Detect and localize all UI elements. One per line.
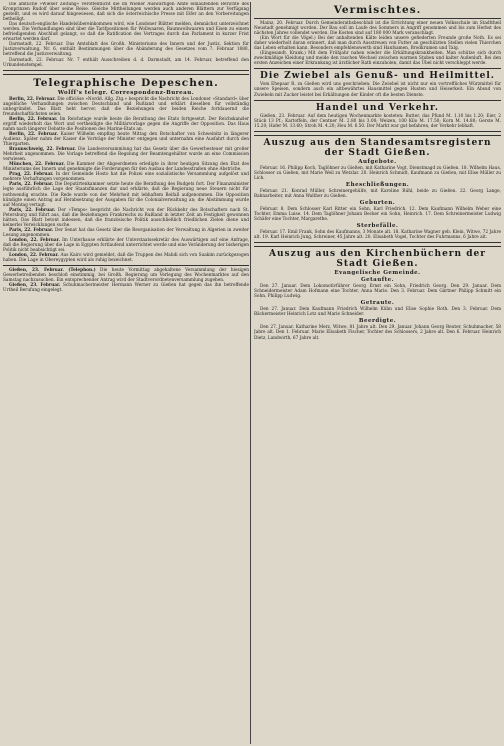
eheschliessungen-label: Eheschließungen. (345, 181, 410, 188)
section-rule (254, 131, 501, 136)
beerdigte-text: Den 27. Januar. Katharine Merz, Witwe, 81 Jahre alt. Den 29. Januar. Johann Georg Reuter, Schuhmacher, 58 Jahre alt. Den 1. Februar. Marie Elisabeth Fischer, Tochter des Schlossers, 2 Jahre alt. Den 6. Februar. Heinrich Dietz, Landwirth, 67 Jahre alt. (254, 325, 501, 341)
zwiebel-title: Die Zwiebel als Genuß- und Heilmittel. (260, 71, 495, 82)
intro-paragraph: Die amtliche »Wiener Zeitung« veröffentlicht die im Wiener Auswärtigen Amte einlaufenden Berichte des Kronprinzen Rudolf über seine Reise. Gleiche Mittheilungen werden auch anderen Blättern zur Verfügung gestellt, und es wird darauf hingewiesen, daß sich die österreichische Presse mit Eifer an den Vorbereitungen betheiligt. (3, 2, 249, 23)
column-divider (250, 2, 251, 744)
kirchen-subtitle: Evangelische Gemeinde. (334, 270, 421, 277)
aufgebote-text: Februar. 16. Philipp Koch, Taglöhner zu Gießen, mit Katharine Vogt, Dienstmagd zu Gießen. 18. Wilhelm Haus, Schlosser zu Gießen, mit Marie Weil zu Wetzlar. 20. Heinrich Schmidt, Kaufmann zu Gießen, mit Elise Müller zu Lich. (254, 165, 501, 181)
handel-paragraph: Gießen, 23. Februar. Auf dem heutigen Wochenmarkte kosteten: Butter, das Pfund M. 1.10 bis 1.20; Eier, 2 Stück 13 Pf.; Kartoffeln, der Centner M. 2.80 bis 3.00; Weizen, 100 Kilo M. 17.50; Korn M. 14.80; Gerste M. 15.20; Hafer M. 13.60; Stroh M. 4.20; Heu M. 6.50. Der Markt war gut befahren, der Verkehr lebhaft. (254, 113, 501, 129)
section-rule (254, 242, 501, 247)
eheschliessungen-text: Februar. 21. Konrad Müller, Schreinergehülfe, mit Karoline Rühl, beide zu Gießen. 22. Georg Lange, Bahnarbeiter, mit Anna Walther zu Gießen. (254, 188, 501, 199)
vermischtes-paragraph: (Eingesandt. Krank.) Mit dem Frühjahr nahen wieder die Erkältungskrankheiten. Man schütze sich durch zweckmäßige Kleidung und meide den raschen Wechsel zwischen warmen Stuben und kalter Außenluft. Bei den ersten Anzeichen einer Erkrankung ist ärztlicher Rath einzuholen, damit das Übel nicht verschleppt werde. (254, 51, 501, 67)
left-column (3, 2, 249, 744)
telegraph-section-subtitle: Wolff's telegr. Correspondenz-Bureau. (57, 89, 195, 96)
getraute-text: Den 27. Januar. Dem Kaufmann Friedrich Wilhelm Kühn und Elise Sophie Roth. Den 3. Februar. Dem Bäckermeister Heinrich Lotz und Marie Schneider. (254, 307, 501, 318)
geburten-label: Geburten. (359, 199, 396, 206)
vermischtes-paragraph: Mainz, 20. Februar. Durch Gemeinderathsbeschluß ist die Errichtung einer neuen Volksschule im Stadttheil Neustadt genehmigt worden. Der Bau soll im Laufe des Sommers in Angriff genommen und bis zum Herbst des nächsten Jahres vollendet werden. Die Kosten sind auf 180 000 Mark veranschlagt. (254, 21, 501, 37)
dispatch: Gießen, 23. Februar. (Telephon.) Die heute Vormittag abgehaltene Versammlung der hiesigen Gewerbetreibenden beschloß einstimmig, bei Großh. Regierung um Verlegung des Wochenmarktes auf den Samstag nachzusuchen. Ein entsprechender Antrag wird der Stadtverordnetenversammlung zugehen. (3, 268, 249, 284)
beerdigte-label: Beerdigte. (358, 318, 397, 325)
sterbefaelle-label: Sterbefälle. (356, 223, 399, 230)
separator-rule (254, 100, 501, 101)
separator-rule (254, 68, 501, 69)
getaufte-text: Den 27. Januar. Dem Lokomotivführer Georg Ernst ein Sohn, Friedrich Georg. Den 29. Januar. Dem Schneidermeister Adam Hofmann eine Tochter, Anna Marie. Den 3. Februar. Dem Gärtner Philipp Schmitt ein Sohn, Philipp Ludwig. (254, 284, 501, 300)
separator-rule (254, 18, 501, 19)
dispatch: Paris, 22. Februar. Der »Temps« bespricht die Nachricht von der Rückkehr des Botschafters nach St. Petersburg und führt aus, daß die Beziehungen Frankreichs zu Rußland in letzter Zeit an Festigkeit gewonnen hätten. Das Blatt betont indessen, daß die französische Politik ausschließlich friedlichen Zielen diene und keinerlei Verwicklungen suche. (3, 207, 249, 228)
standesamt-title: Auszug aus den Standesamtsregistern der Stadt Gießen. (263, 137, 492, 158)
geburten-text: Februar. 8. Dem Schlosser Karl Ritter ein Sohn, Karl Friedrich. 12. Dem Kaufmann Wilhelm Weber eine Tochter, Emma Luise. 14. Dem Taglöhner Johann Becker ein Sohn, Heinrich. 17. Dem Schreinermeister Ludwig Schäfer eine Tochter, Margarethe. (254, 206, 501, 223)
dispatch: London, 22. Februar. Aus Kairo wird gemeldet, daß die Truppen des Mahdi sich von Suakim zurückgezogen haben. Die Lage in Obereygypten wird als ruhig bezeichnet. (3, 253, 249, 264)
dispatch: Berlin, 22. Februar. Im Reichstage wurde heute die Berathung des Etats fortgesetzt. Der Reichskanzler ergriff wiederholt das Wort und vertheidigte die Militärvorlage gegen die Angriffe der Opposition. Das Haus nahm nach längerer Debatte die Positionen des Marine-Etats an. (3, 116, 249, 132)
intro-paragraph: Darmstadt, 22. Februar. Nr. 7 enthält Ausschreiben d. d. Darmstadt, am 14. Februar, betreffend den Urkundenstempel. (3, 57, 249, 68)
dispatch: Prag, 22. Februar. In der Gemeinde Hosto hat die Polizei eine sozialistische Versammlung aufgelöst und mehrere Verhaftungen vorgenommen. (3, 172, 249, 183)
getaufte-label: Getaufte. (360, 277, 395, 284)
vermischtes-paragraph: (Ein Wort für die Vögel.) Bei der anhaltenden Kälte leiden unsere gefiederten Freunde große Noth. Es sei daher wiederholt daran erinnert, daß man durch Ausstreuen von Futter an geschützten Stellen vielen Thierchen das Leben erhalten kann. Besonders empfehlenswerth sind Hanfsamen, Brodkrumen und Talg. (254, 36, 501, 52)
intro-paragraph: Darmstadt, 22. Februar. Das Amtsblatt des Großh. Ministeriums des Innern und der Justiz, Sektion für Justizverwaltung, Nr. 6, enthält Bestimmungen über die Abänderung des Gesetzes vom 7. Februar 1880, betreffend die Justizverwaltung. (3, 42, 249, 58)
sterbefaelle-text: Februar. 17. Emil Frank, Sohn des Kaufmanns, 3 Monate alt. 18. Katharine Wagner geb. Klein, Witwe, 72 Jahre alt. 19. Karl Heinrich Jung, Schreiner, 45 Jahre alt. 20. Elisabeth Vogel, Tochter des Fuhrmanns, 6 Jahre alt. (254, 230, 501, 241)
separator-rule (3, 265, 249, 266)
vermischtes-title: Vermischtes. (333, 4, 422, 16)
dispatch: London, 22. Februar. Im Unterhause erklärte der Unterstaatssekretär des Auswärtigen auf eine Anfrage, daß die Regierung über die Lage in Egypten fortlaufend unterrichtet werde und eine Veränderung der bisherigen Politik nicht beabsichtigt sei. (3, 237, 249, 254)
dispatch: Berlin, 22. Februar. Die officiöse »Nordd. Allg. Ztg.« bespricht die Nachricht des Londoner »Standard« über angebliche Verhandlungen zwischen Deutschland und Rußland und erklärt dieselben für vollständig unbegründet. Das Blatt hebt hervor, daß die Beziehungen der beiden Reiche fortdauernd die freundschaftlichsten seien. (3, 96, 249, 117)
section-rule (3, 70, 249, 75)
dispatch: München, 22. Februar. Die Kammer der Abgeordneten erledigte in ihrer heutigen Sitzung den Etat des Ministeriums des Innern und genehmigte die Forderungen für den Ausbau der Landesstraßen ohne Abstriche. (3, 162, 249, 173)
dispatch-list (3, 97, 249, 294)
dispatch: Gießen, 23. Februar. Schuhmachermeister Hermann Werner zu Gießen hat gegen das ihn betreffende Urtheil Berufung eingelegt. (3, 283, 249, 294)
kirchen-title: Auszug aus den Kirchenbüchern der Stadt Gießen. (269, 249, 486, 270)
dispatch: Berlin, 22. Februar. Kaiser Wilhelm empfing heute Mittag den Botschafter von Schweinitz in längerer Audienz. Später nahm der Kaiser die Vorträge der Minister entgegen und unternahm eine Ausfahrt durch den Thiergarten. (3, 131, 249, 148)
handel-title: Handel und Verkehr. (315, 102, 440, 113)
dispatch: Paris, 22. Februar. Die Deputirtenkammer setzte heute die Berathung des Budgets fort. Der Finanzminister legte ausführlich die Lage der Staatsfinanzen dar und erklärte, daß die Regierung neue Steuern nicht für nothwendig erachte. Die Rede wurde von der Mehrheit mit lebhaftem Beifall aufgenommen. Die Opposition kündigte einen Antrag auf Herabsetzung der Ausgaben für die Colonialverwaltung an; die Abstimmung wurde auf Montag vertagt. (3, 182, 249, 208)
zwiebel-paragraph: Vom Ehepaar R. zu Gießen wird uns geschrieben: Die Zwiebel ist nicht nur ein vortreffliches Würzmittel für unsere Speisen, sondern auch ein altbewährtes Hausmittel gegen Husten und Heiserkeit. Ein Absud von Zwiebeln mit Zucker leistet bei Erkältungen der Kinder oft die besten Dienste. (254, 82, 501, 98)
intro-paragraph: Das deutsch-englische Handelsübereinkommen wird, wie Londoner Blätter melden, demnächst unterzeichnet werden. Die Verhandlungen sind über die Tarifpositionen für Wollwaaren, Baumwollwaaren und Eisen zu einem befriedigenden Abschluß gelangt, so daß die Ratification des Vertrages durch das Parlament in kurzer Frist erwartet werden darf. (3, 22, 249, 43)
getraute-label: Getraute. (360, 300, 395, 307)
right-column (254, 2, 501, 744)
telegraph-section-title: Telegraphische Depeschen. (33, 76, 219, 89)
dispatch: Paris, 22. Februar. Der Senat hat das Gesetz über die Reorganisation der Verwaltung in Algerien in zweiter Lesung angenommen. (3, 227, 249, 238)
aufgebote-label: Aufgebote. (358, 158, 397, 165)
dispatch: Braunschweig, 22. Februar. Die Landesversammlung hat das Gesetz über die Gewerbesteuer mit großer Mehrheit angenommen. Die Vorlage betreffend die Regelung der Beamtengehälter wurde an eine Commission verwiesen. (3, 147, 249, 163)
